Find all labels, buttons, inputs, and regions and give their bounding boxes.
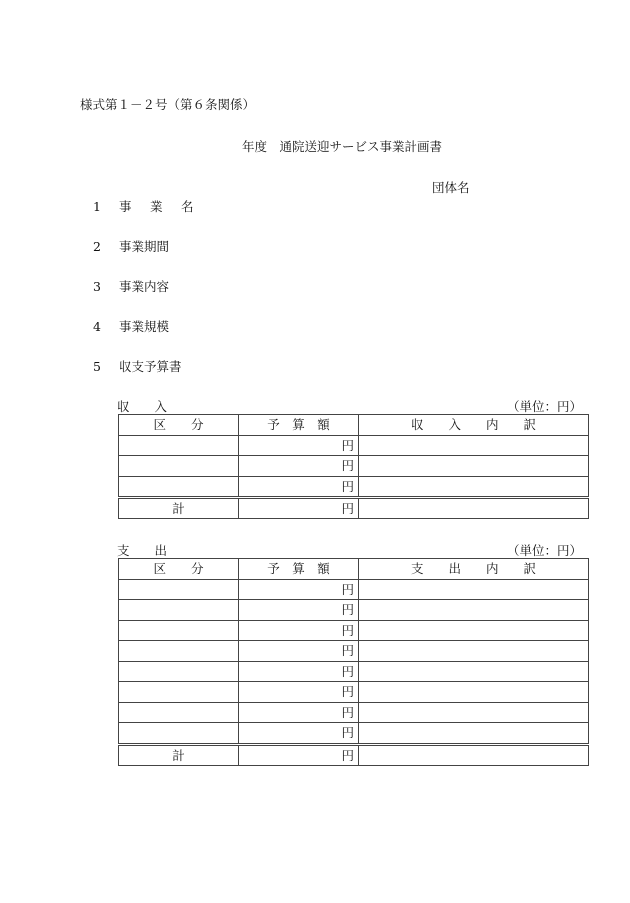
category-cell[interactable]	[119, 682, 239, 703]
table-row	[119, 682, 589, 703]
amount-cell[interactable]: 円	[239, 682, 359, 703]
amount-cell[interactable]: 円	[239, 723, 359, 745]
table-row	[119, 620, 589, 641]
item-number: 2	[93, 239, 101, 254]
amount-cell[interactable]: 円	[239, 476, 359, 498]
amount-cell[interactable]: 円	[239, 456, 359, 477]
breakdown-cell[interactable]	[359, 723, 589, 745]
category-cell[interactable]	[119, 702, 239, 723]
table-header-row	[119, 415, 589, 436]
breakdown-cell[interactable]	[359, 435, 589, 456]
table-row	[119, 600, 589, 621]
header-category: 区 分	[119, 559, 239, 580]
income-table	[118, 414, 589, 519]
total-label: 計	[119, 744, 239, 765]
category-cell[interactable]	[119, 641, 239, 662]
table-row	[119, 579, 589, 600]
item-budget-statement	[93, 357, 182, 375]
header-breakdown: 収 入 内 訳	[359, 415, 589, 436]
breakdown-cell[interactable]	[359, 476, 589, 498]
breakdown-cell[interactable]	[359, 661, 589, 682]
breakdown-cell[interactable]	[359, 600, 589, 621]
income-label: 収 入	[117, 399, 168, 414]
amount-cell[interactable]: 円	[239, 620, 359, 641]
header-breakdown: 支 出 内 訳	[359, 559, 589, 580]
item-business-name	[93, 197, 197, 215]
item-number: 5	[93, 359, 101, 374]
document-title: 年度 通院送迎サービス事業計画書	[242, 139, 443, 154]
item-label: 事 業 名	[118, 199, 197, 214]
breakdown-cell[interactable]	[359, 682, 589, 703]
total-breakdown-cell[interactable]	[359, 744, 589, 765]
category-cell[interactable]	[119, 435, 239, 456]
category-cell[interactable]	[119, 456, 239, 477]
item-label: 事業期間	[118, 239, 169, 254]
breakdown-cell[interactable]	[359, 702, 589, 723]
amount-cell[interactable]: 円	[239, 661, 359, 682]
expense-table	[118, 558, 589, 766]
item-label: 収支予算書	[118, 359, 182, 374]
item-label: 事業内容	[118, 279, 169, 294]
expense-unit: （単位：円）	[506, 543, 582, 558]
category-cell[interactable]	[119, 476, 239, 498]
total-label: 計	[119, 498, 239, 519]
breakdown-cell[interactable]	[359, 641, 589, 662]
amount-cell[interactable]: 円	[239, 702, 359, 723]
amount-cell[interactable]: 円	[239, 600, 359, 621]
total-amount-cell[interactable]: 円	[239, 498, 359, 519]
category-cell[interactable]	[119, 661, 239, 682]
table-row	[119, 702, 589, 723]
category-cell[interactable]	[119, 600, 239, 621]
table-total-row	[119, 498, 589, 519]
header-category: 区 分	[119, 415, 239, 436]
header-budget: 予 算 額	[239, 415, 359, 436]
total-amount-cell[interactable]: 円	[239, 744, 359, 765]
amount-cell[interactable]: 円	[239, 579, 359, 600]
breakdown-cell[interactable]	[359, 579, 589, 600]
table-row	[119, 723, 589, 745]
table-header-row	[119, 559, 589, 580]
breakdown-cell[interactable]	[359, 456, 589, 477]
breakdown-cell[interactable]	[359, 620, 589, 641]
item-label: 事業規模	[118, 319, 169, 334]
category-cell[interactable]	[119, 620, 239, 641]
expense-label: 支 出	[117, 543, 168, 558]
org-name-label: 団体名	[432, 180, 470, 195]
table-row	[119, 476, 589, 498]
table-total-row	[119, 744, 589, 765]
income-unit: （単位：円）	[506, 399, 582, 414]
item-number: 3	[93, 279, 101, 294]
item-number: 4	[93, 319, 101, 334]
category-cell[interactable]	[119, 579, 239, 600]
amount-cell[interactable]: 円	[239, 641, 359, 662]
header-budget: 予 算 額	[239, 559, 359, 580]
amount-cell[interactable]: 円	[239, 435, 359, 456]
table-row	[119, 641, 589, 662]
table-row	[119, 661, 589, 682]
table-row	[119, 456, 589, 477]
item-number: 1	[93, 199, 101, 214]
item-business-scale	[93, 317, 169, 335]
table-row	[119, 435, 589, 456]
total-breakdown-cell[interactable]	[359, 498, 589, 519]
item-business-content	[93, 277, 169, 295]
category-cell[interactable]	[119, 723, 239, 745]
item-business-period	[93, 237, 169, 255]
form-number: 様式第１－２号（第６条関係）	[80, 97, 256, 112]
